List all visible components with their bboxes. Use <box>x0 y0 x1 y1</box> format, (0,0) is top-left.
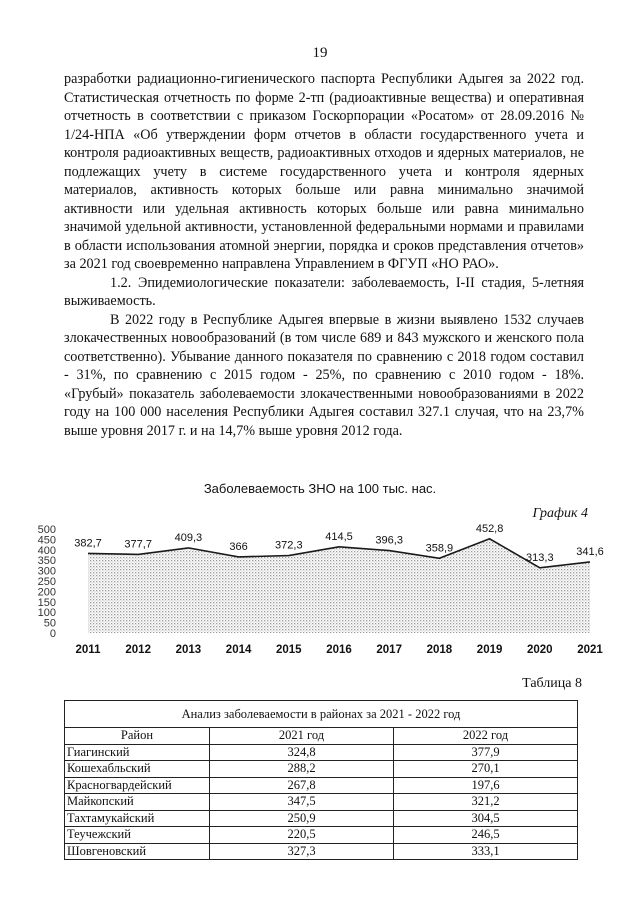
district-name: Кошехабльский <box>65 761 210 778</box>
y-tick-label: 0 <box>49 628 56 640</box>
column-header-district: Район <box>65 728 210 745</box>
y-tick-label: 250 <box>37 576 56 588</box>
value-2021: 220,5 <box>210 827 394 844</box>
data-label: 409,3 <box>174 531 203 544</box>
x-tick-label: 2011 <box>75 644 101 656</box>
value-2021: 324,8 <box>210 744 394 761</box>
chart-caption: График 4 <box>532 506 588 521</box>
district-name: Гиагинский <box>65 744 210 761</box>
value-2021: 288,2 <box>210 761 394 778</box>
x-tick-label: 2013 <box>175 644 202 656</box>
data-label: 341,6 <box>576 545 604 558</box>
page-number: 19 <box>312 45 328 61</box>
data-label: 396,3 <box>375 534 403 547</box>
district-incidence-table <box>64 700 578 860</box>
x-axis-ticks <box>76 644 604 656</box>
value-2021: 327,3 <box>210 843 394 860</box>
data-label: 358,9 <box>425 542 454 555</box>
x-tick-label: 2017 <box>376 644 402 656</box>
column-header-2022: 2022 год <box>394 728 578 745</box>
table-row <box>65 843 578 860</box>
value-2022: 377,9 <box>394 744 578 761</box>
table-row <box>65 777 578 794</box>
y-tick-label: 300 <box>37 565 56 578</box>
table-caption: Таблица 8 <box>522 676 582 691</box>
value-2022: 333,1 <box>394 843 578 860</box>
y-tick-label: 200 <box>37 586 56 599</box>
data-label: 377,7 <box>124 538 152 551</box>
column-header-2021: 2021 год <box>210 728 394 745</box>
data-label: 414,5 <box>325 530 353 543</box>
table-row <box>65 761 578 778</box>
y-tick-label: 450 <box>37 534 56 547</box>
value-2021: 267,8 <box>210 777 394 794</box>
value-2022: 197,6 <box>394 777 578 794</box>
value-2022: 246,5 <box>394 827 578 844</box>
value-2022: 321,2 <box>394 794 578 811</box>
incidence-chart <box>30 515 610 660</box>
paragraph-epidemiology-heading: 1.2. Эпидемиологические показатели: заболеваемость, I-II стадия, 5-летняя выживаемость. <box>64 274 584 309</box>
table-row <box>65 827 578 844</box>
district-name: Майкопский <box>65 794 210 811</box>
x-tick-label: 2019 <box>476 644 503 656</box>
data-label: 452,8 <box>475 522 504 535</box>
y-tick-label: 50 <box>43 617 56 630</box>
table-row <box>65 810 578 827</box>
x-tick-label: 2012 <box>125 644 151 656</box>
data-label: 313,3 <box>526 551 554 564</box>
chart-title: Заболеваемость ЗНО на 100 тыс. нас. <box>203 481 437 496</box>
paragraph-passport: разработки радиационно-гигиенического паспорта Республики Адыгея за 2022 год. Статистическая отчетность по форме 2-тп (радиоактивные вещества) и оперативная отчетность в соответствии с приказом Госкорпорации «Росатом» от 28.09.2016 № 1/24-НПА «Об утверждении форм отчетов в области государственного учета и контроля радиоактивных веществ, радиоактивных отходов и ядерных материалов, не подлежащих учету в системе государственного учета и контроля ядерных материалов, активность которых больше или равна минимально значимой активности или удельная активность которых больше или равна минимально значимой удельной активности, установленной федеральными нормами и правилами в области использования атомной энергии, порядка и сроков представления отчетов» за 2021 год своевременно направлена Управлением в ФГУП «НО РАО». <box>64 71 584 272</box>
table-row <box>65 744 578 761</box>
x-tick-label: 2015 <box>276 644 302 656</box>
x-tick-label: 2016 <box>326 644 352 656</box>
data-label: 366 <box>229 540 248 553</box>
paragraph-incidence-2022: В 2022 году в Республике Адыгея впервые в жизни выявлено 1532 случаев злокачественных новообразований (в том числе 689 и 843 мужского и женского пола соответственно). Убывание данного показателя по сравнению с 2018 годом составил - 31%, по сравнению с 2015 годом - 25%, по сравнению с 2010 годом - 18%. «Грубый» показатель заболеваемости злокачественными новообразованиями в 2022 году на 100 000 населения Республики Адыгея составил 327.1 случая, что на 23,7% выше уровня 2017 г. и на 14,7% выше уровня 2012 года. <box>64 311 584 439</box>
table-row <box>65 794 578 811</box>
value-2021: 347,5 <box>210 794 394 811</box>
y-tick-label: 100 <box>37 607 56 620</box>
x-tick-label: 2014 <box>225 644 252 656</box>
y-tick-label: 400 <box>37 544 56 557</box>
x-tick-label: 2021 <box>577 644 603 656</box>
value-2022: 304,5 <box>394 810 578 827</box>
x-tick-label: 2020 <box>527 644 553 656</box>
y-tick-label: 500 <box>37 524 56 536</box>
y-axis-ticks <box>38 524 56 640</box>
district-name: Красногвардейский <box>65 777 210 794</box>
data-label: 382,7 <box>74 537 102 550</box>
body-text <box>64 70 584 440</box>
district-name: Шовгеновский <box>65 843 210 860</box>
y-tick-label: 350 <box>37 555 56 568</box>
district-name: Теучежский <box>65 827 210 844</box>
y-tick-label: 150 <box>37 596 56 609</box>
value-2022: 270,1 <box>394 761 578 778</box>
table-title: Анализ заболеваемости в районах за 2021 - 2022 год <box>65 701 578 728</box>
district-name: Тахтамукайский <box>65 810 210 827</box>
x-tick-label: 2018 <box>426 644 453 656</box>
value-2021: 250,9 <box>210 810 394 827</box>
data-label: 372,3 <box>275 539 303 552</box>
